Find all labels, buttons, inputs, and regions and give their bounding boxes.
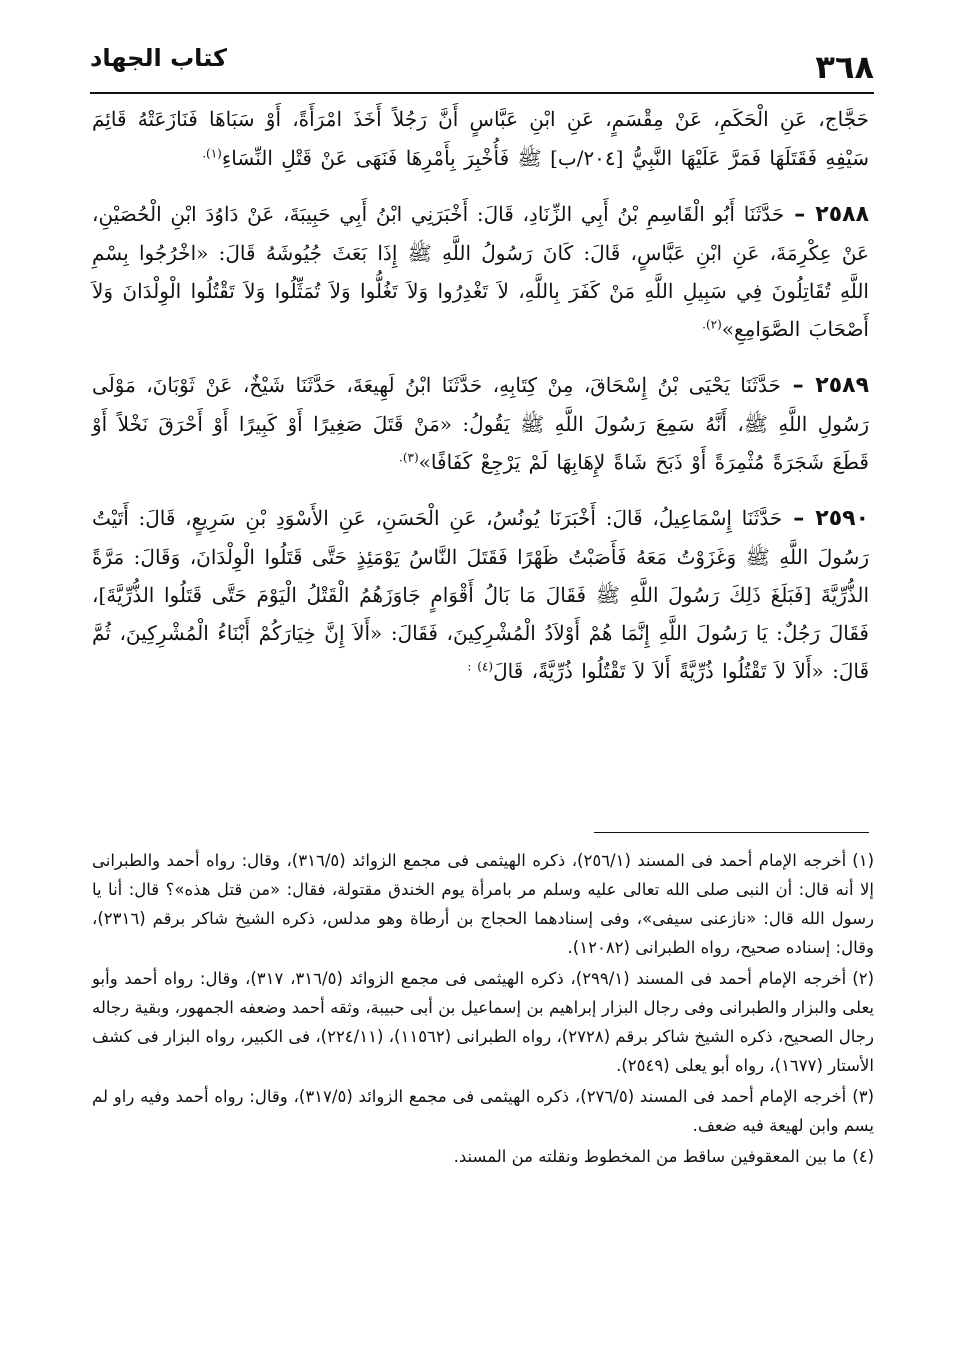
footnote-text: أخرجه الإمام أحمد فى المسند (٢٥٦/١)، ذكره الهيثمى فى مجمع الزوائد (٣١٦/٥)، وقال: رواه أحمد والطبرانى إلا أنه قال: أن النبى صلى الله تعالى عليه وسلم مر بامرأة يوم الخندق مقتولة، فقال: «من قتل هذه»؟ قال: أنا يا رسول الله قال: «نازعنى سيفى»، وفى إسنادهما الحجاج بن أرطاة وهو مدلس، ذكره الشيخ شاكر برقم (٢٣١٦)، وقال: إسناده صحيح، رواه الطبرانى (١٢٠٨٢). — [92, 851, 874, 957]
footnote-text: ما بين المعقوفين ساقط من المخطوط ونقلته من المسند. — [453, 1147, 847, 1166]
hadith-number: ٢٥٨٩ – — [780, 373, 869, 398]
footnote-ref: (١). — [202, 146, 222, 161]
hadith-text: حَدَّثَنَا إِسْمَاعِيلُ، قَالَ: أَخْبَرَنَا يُونُسُ، عَنِ الْحَسَنِ، عَنِ الأَسْوَدِ بْنِ سَرِيعٍ، قَالَ: أَتَيْتُ رَسُولَ اللَّهِ ﷺ وَغَزَوْتُ مَعَهُ فَأَصَبْتُ ظَهْرًا فَقَتَلَ النَّاسُ يَوْمَئِذٍ حَتَّى قَتَلُوا الْوِلْدَانَ، وَقَالَ: مَرَّةً الذُّرِّيَّةَ [فَبَلَغَ ذَلِكَ رَسُولَ اللَّهِ ﷺ فَقَالَ مَا بَالُ أَقْوَامٍ جَاوَزَهُمُ الْقَتْلُ الْيَوْمَ حَتَّى قَتَلُوا الذُّرِّيَّةَ]، فَقَالَ رَجُلٌ: يَا رَسُولَ اللَّهِ إِنَّمَا هُمْ أَوْلاَدُ الْمُشْرِكِينَ، فَقَالَ: «أَلاَ إِنَّ خِيَارَكُمْ أَبْنَاءُ الْمُشْرِكِينَ، ثُمَّ قَالَ: «أَلاَ لاَ تَقْتُلُوا ذُرِّيَّةً أَلاَ لاَ تَقْتُلُوا ذُرِّيَّةً، قَالَ — [92, 506, 869, 683]
footnote-text: أخرجه الإمام أحمد فى المسند (٢٧٦/٥)، ذكره الهيثمى فى مجمع الزوائد (٣١٧/٥)، وقال: رواه أحمد وفيه راو لم يسم وابن لهيعة فيه ضعف. — [92, 1087, 874, 1135]
page-number: ٣٦٨ — [815, 48, 874, 86]
footnote-ref: (٢). — [702, 317, 722, 332]
header-divider — [90, 92, 874, 94]
footnote — [92, 1142, 874, 1171]
hadith-paragraph — [92, 366, 869, 481]
footnote-ref: (٣). — [399, 450, 419, 465]
page-header — [90, 40, 874, 88]
hadith-body — [92, 100, 869, 690]
hadith-paragraph — [92, 499, 869, 690]
footnote — [92, 846, 874, 962]
footnote-number: (١) — [852, 851, 875, 870]
hadith-text: حَدَّثَنَا يَحْيَى بْنُ إِسْحَاقَ، مِنْ كِتَابِهِ، حَدَّثَنَا ابْنُ لَهِيعَةَ، حَدَّثَنَا شَيْخٌ، عَنْ ثَوْبَانَ، مَوْلَى رَسُولِ اللَّهِ ﷺ، أَنَّهُ سَمِعَ رَسُولَ اللَّهِ ﷺ يَقُولُ: «مَنْ قَتَلَ صَغِيرًا أَوْ كَبِيرًا أَوْ أَحْرَقَ نَخْلاً أَوْ قَطَعَ شَجَرَةً مُثْمِرَةً أَوْ ذَبَحَ شَاةً لإِهَابِهَا لَمْ يَرْجِعْ كَفَافًا» — [92, 373, 869, 474]
footnotes — [92, 846, 874, 1173]
hadith-text: حَجَّاج، عَنِ الْحَكَمِ، عَنْ مِقْسَمٍ، عَنِ ابْنِ عَبَّاسٍ أَنَّ رَجُلاً أَخَذَ امْرَأَةً، أَوْ سَبَاهَا فَنَازَعَتْهُ قَائِمَ سَيْفِهِ فَقَتَلَهَا فَمَرَّ عَلَيْهَا النَّبِيُّ [٢٠٤/ب] ﷺ فَأُخْبِرَ بِأَمْرِهَا فَنَهَى عَنْ قَتْلِ النِّسَاءِ — [92, 107, 869, 170]
footnote-number: (٣) — [852, 1087, 874, 1106]
footnote-divider — [594, 832, 869, 833]
book-title: كتاب الجهاد — [90, 44, 227, 72]
footnote — [92, 964, 874, 1080]
hadith-text: حَدَّثَنَا أَبُو الْقَاسِمِ بْنُ أَبِي الزِّنَادِ، قَالَ: أَخْبَرَنِي ابْنُ أَبِي حَبِيبَةَ، عَنْ دَاوُدَ ابْنِ الْحُصَيْنِ، عَنْ عِكْرِمَةَ، عَنِ ابْنِ عَبَّاسٍ، قَالَ: كَانَ رَسُولُ اللَّهِ ﷺ إِذَا بَعَثَ جُيُوشَهُ قَالَ: «اخْرُجُوا بِسْمِ اللَّهِ تُقَاتِلُونَ فِي سَبِيلِ اللَّهِ مَنْ كَفَرَ بِاللَّهِ، لاَ تَغْدِرُوا وَلاَ تَغُلُّوا وَلاَ تُمَثِّلُوا وَلاَ تَقْتُلُوا الْوِلْدَانَ وَلاَ أَصْحَابَ الصَّوَامِعِ» — [92, 202, 869, 341]
hadith-paragraph — [92, 195, 869, 348]
footnote-ref: (٤) : — [467, 659, 494, 674]
footnote-text: أخرجه الإمام أحمد فى المسند (٢٩٩/١)، ذكره الهيثمى فى مجمع الزوائد (٣١٦/٥، ٣١٧)، وقال: رواه أحمد وأبو يعلى والبزار والطبرانى وفى رجال البزار إبراهيم بن إسماعيل بن أبى حبيبة، وثقه أحمد وضعفه الجمهور، وبقية رجاله رجال الصحيح، ذكره الشيخ شاكر برقم (٢٧٢٨)، رواه الطبرانى (١١٥٦٢)، (٢٢٤/١١)، فى الكبير، رواه البزار فى كشف الأستار (١٦٧٧)، رواه أبو يعلى (٢٥٤٩). — [92, 969, 874, 1075]
footnote-number: (٢) — [852, 969, 874, 988]
footnote — [92, 1082, 874, 1140]
hadith-number: ٢٥٩٠ – — [782, 506, 869, 531]
hadith-number: ٢٥٨٨ – — [784, 202, 869, 227]
hadith-paragraph — [92, 100, 869, 177]
footnote-number: (٤) — [852, 1147, 874, 1166]
